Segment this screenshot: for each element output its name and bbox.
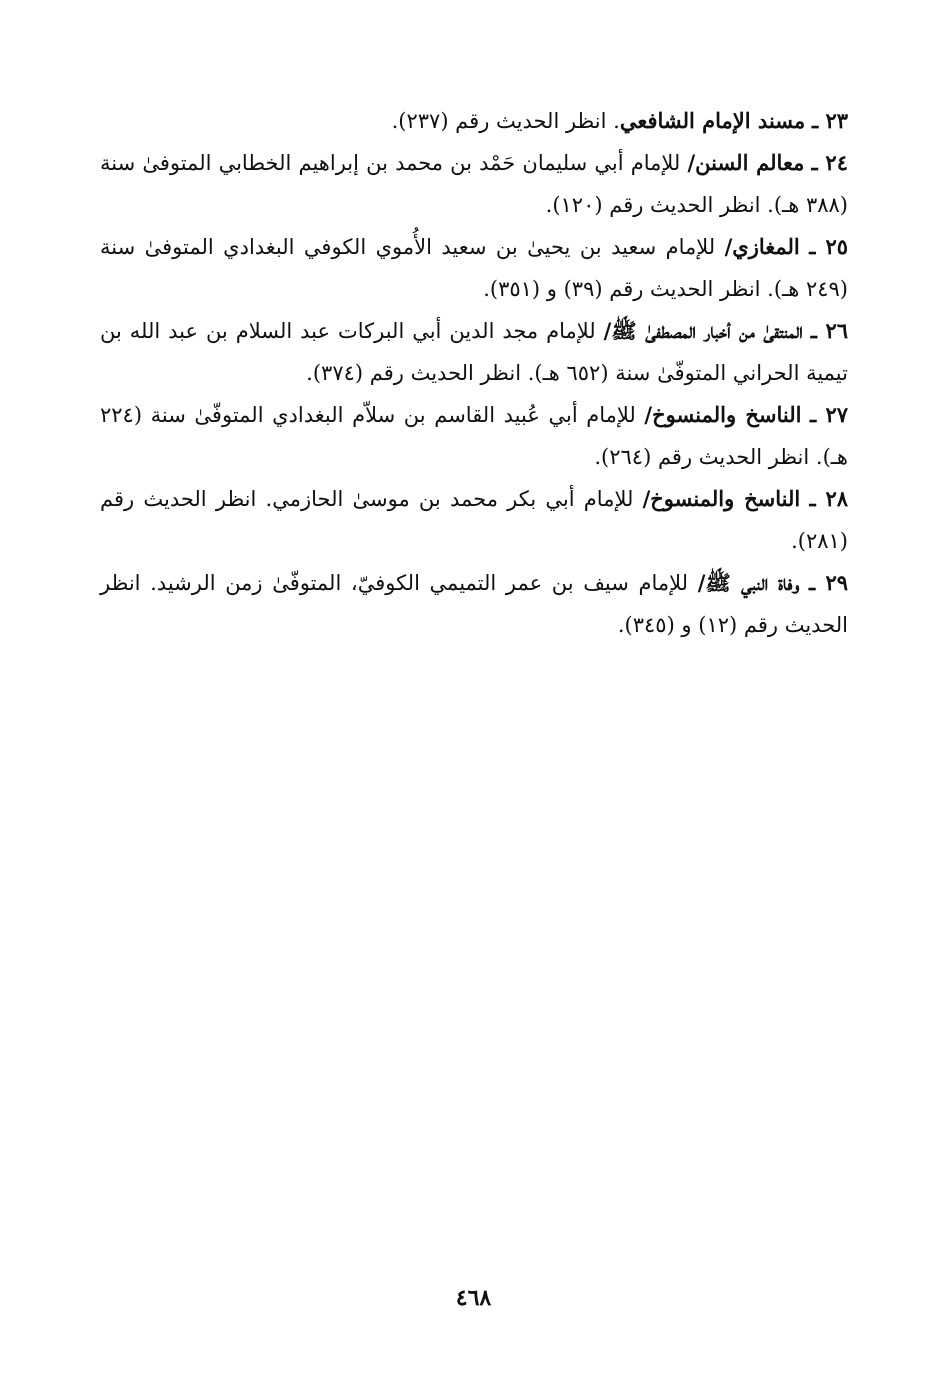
entry-number: ٢٩ ـ — [809, 570, 848, 595]
entry-title: معالم السنن/ — [687, 150, 805, 175]
entry-number: ٢٦ ـ — [810, 318, 848, 343]
entry-number: ٢٧ ـ — [810, 402, 848, 427]
list-item — [100, 394, 848, 478]
entry-text: للإمام سيف بن عمر التميمي الكوفيّ، المتوفّىٰ زمن الرشيد. انظر الحديث رقم (١٢) و (٣٤٥). — [100, 571, 848, 637]
list-item — [100, 100, 848, 142]
entry-text: للإمام أبي عُبيد القاسم بن سلاّم البغدادي المتوفّىٰ سنة (٢٢٤ هـ). انظر الحديث رقم (٢٦٤). — [100, 403, 848, 469]
list-item — [100, 478, 848, 562]
entry-title: الناسخ والمنسوخ/ — [642, 486, 801, 511]
entry-title: المنتقىٰ من أخبار المصطفىٰ ﷺ/ — [603, 318, 803, 343]
entry-text: للإمام أبي سليمان حَمْد بن محمد بن إبراهيم الخطابي المتوفىٰ سنة (٣٨٨ هـ). انظر الحديث رقم (١٢٠). — [100, 151, 848, 217]
page-number: ٤٦٨ — [455, 1285, 492, 1311]
entry-number: ٢٥ ـ — [809, 234, 848, 259]
list-item — [100, 226, 848, 310]
entry-title: المغازي/ — [724, 234, 800, 259]
entry-title: الناسخ والمنسوخ/ — [644, 402, 802, 427]
list-item — [100, 142, 848, 226]
entry-number: ٢٤ ـ — [811, 150, 848, 175]
entry-number: ٢٨ ـ — [809, 486, 848, 511]
entry-text: . انظر الحديث رقم (٢٣٧). — [391, 109, 620, 133]
entry-title: وفاة النبي ﷺ/ — [697, 570, 800, 595]
entry-text: للإمام مجد الدين أبي البركات عبد السلام بن عبد الله بن تيمية الحراني المتوفّىٰ سنة (٦٥٢ هـ). انظر الحديث رقم (٣٧٤). — [100, 319, 848, 385]
entry-text: للإمام أبي بكر محمد بن موسىٰ الحازمي. انظر الحديث رقم (٢٨١). — [100, 487, 848, 553]
entry-number: ٢٣ ـ — [811, 108, 848, 133]
bibliography-list — [100, 100, 848, 646]
entry-title: مسند الإمام الشافعي — [619, 108, 806, 133]
list-item — [100, 310, 848, 394]
list-item — [100, 562, 848, 646]
entry-text: للإمام سعيد بن يحيىٰ بن سعيد الأُموي الكوفي البغدادي المتوفىٰ سنة (٢٤٩ هـ). انظر الحديث رقم (٣٩) و (٣٥١). — [100, 235, 848, 301]
